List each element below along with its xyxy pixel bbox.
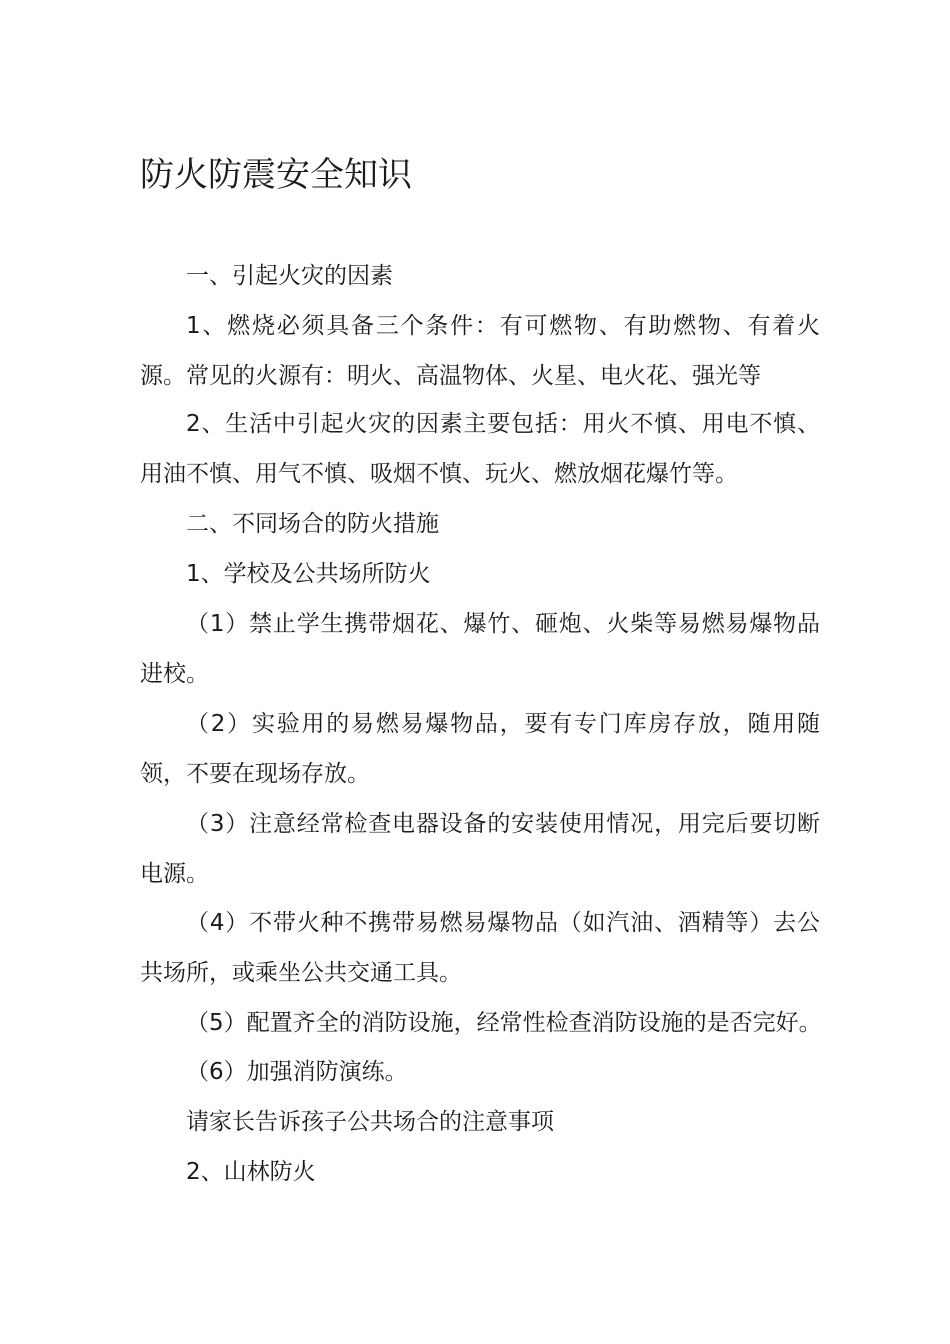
subheading-forest-fire: 2、山林防火 — [186, 1159, 316, 1185]
page-title: 防火防震安全知识 — [140, 155, 412, 195]
section-heading-fire-causes: 一、引起火灾的因素 — [186, 263, 393, 289]
list-item-6: （6）加强消防演练。 — [186, 1059, 408, 1085]
parent-notice: 请家长告诉孩子公共场合的注意事项 — [186, 1109, 554, 1135]
list-item-2: （2）实验用的易燃易爆物品，要有专门库房存放，随用随领，不要在现场存放。 — [140, 711, 820, 787]
list-item-5: （5）配置齐全的消防设施，经常性检查消防设施的是否完好。 — [186, 1010, 822, 1036]
list-item-4: （4）不带火种不携带易燃易爆物品（如汽油、酒精等）去公共场所，或乘坐公共交通工具。 — [140, 910, 820, 986]
paragraph-fire-factors: 2、生活中引起火灾的因素主要包括：用火不慎、用电不慎、用油不慎、用气不慎、吸烟不慎、玩火、燃放烟花爆竹等。 — [140, 411, 820, 487]
paragraph-combustion-conditions: 1、燃烧必须具备三个条件：有可燃物、有助燃物、有着火源。常见的火源有：明火、高温物体、火星、电火花、强光等 — [140, 313, 820, 389]
subheading-school-fire: 1、学校及公共场所防火 — [186, 561, 431, 587]
list-item-1: （1）禁止学生携带烟花、爆竹、砸炮、火柴等易燃易爆物品进校。 — [140, 611, 820, 687]
section-heading-fire-measures: 二、不同场合的防火措施 — [186, 511, 439, 537]
list-item-3: （3）注意经常检查电器设备的安装使用情况，用完后要切断电源。 — [140, 811, 820, 887]
